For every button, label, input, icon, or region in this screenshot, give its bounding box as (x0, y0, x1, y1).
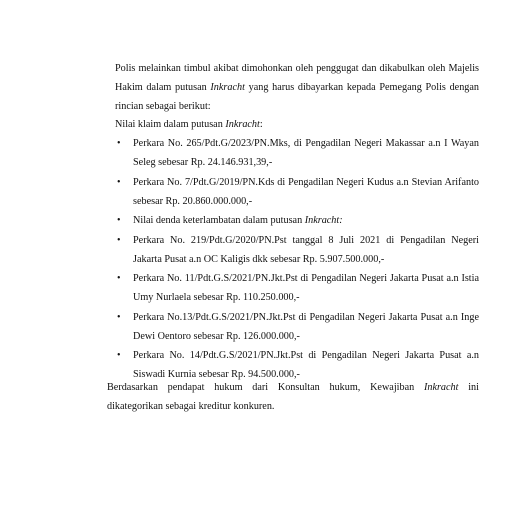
bullet-icon: • (117, 176, 121, 188)
claim-heading-italic: Inkracht (225, 119, 260, 130)
case-text: Perkara No. 7/Pdt.G/2019/PN.Kds di Pengadilan Negeri Kudus a.n Stevian Arifanto sebesar Rp. 20.860.000.000,- (133, 176, 479, 207)
closing-text-part2: ini dikategorikan sebagai kreditur konkuren. (107, 382, 479, 412)
closing-text-part1: Berdasarkan pendapat hukum dari Konsultan hukum, Kewajiban (107, 382, 424, 393)
case-text: Perkara No. 11/Pdt.G.S/2021/PN.Jkt.Pst di Pengadilan Negeri Jakarta Pusat a.n Istia Umy Nurlaela sebesar Rp. 110.250.000,- (133, 273, 479, 303)
bullet-icon: • (117, 215, 121, 226)
claim-heading-suffix: : (259, 119, 263, 130)
late-penalty-label: Nilai denda keterlambatan dalam putusan (133, 215, 305, 226)
list-item (115, 211, 479, 230)
bullet-icon: • (117, 273, 121, 284)
list-item (115, 134, 479, 172)
list-item (115, 269, 479, 307)
late-penalty-italic: Inkracht: (304, 215, 343, 226)
intro-text-part2: yang harus dibayarkan kepada Pemegang Polis dengan rincian sebagai berikut: (115, 82, 480, 112)
intro-paragraph (115, 59, 479, 116)
claim-heading-prefix: Nilai klaim dalam putusan (115, 119, 226, 130)
claim-value-heading (115, 115, 479, 134)
bullet-icon: • (117, 234, 121, 246)
case-text: Perkara No. 219/Pdt.G/2020/PN.Pst tanggal 8 Juli 2021 di Pengadilan Negeri Jakarta Pusat a.n OC Kaligis dkk sebesar Rp. 5.907.500.000,- (133, 234, 479, 265)
closing-italic-term: Inkracht (423, 382, 459, 393)
bullet-icon: • (117, 138, 121, 149)
case-text: Perkara No. 265/Pdt.G/2023/PN.Mks, di Pengadilan Negeri Makassar a.n I Wayan Seleg sebesar Rp. 24.146.931,39,- (133, 138, 479, 168)
case-list (115, 134, 479, 385)
list-item (115, 231, 479, 269)
list-item (115, 308, 479, 346)
case-text: Perkara No.13/Pdt.G.S/2021/PN.Jkt.Pst di Pengadilan Negeri Jakarta Pusat a.n Inge Dewi Oentoro sebesar Rp. 126.000.000,- (133, 311, 479, 342)
bullet-icon: • (117, 311, 121, 323)
case-text: Perkara No. 14/Pdt.G.S/2021/PN.Jkt.Pst di Pengadilan Negeri Jakarta Pusat a.n Siswadi Kurnia sebesar Rp. 94.500.000,- (133, 350, 479, 380)
list-item (115, 173, 479, 211)
intro-text-part1: Polis melainkan timbul akibat dimohonkan oleh penggugat dan dikabulkan oleh Majelis Hakim dalam putusan (115, 63, 479, 93)
bullet-icon: • (117, 350, 121, 361)
closing-paragraph (107, 378, 479, 416)
intro-italic-term: Inkracht (210, 82, 245, 93)
